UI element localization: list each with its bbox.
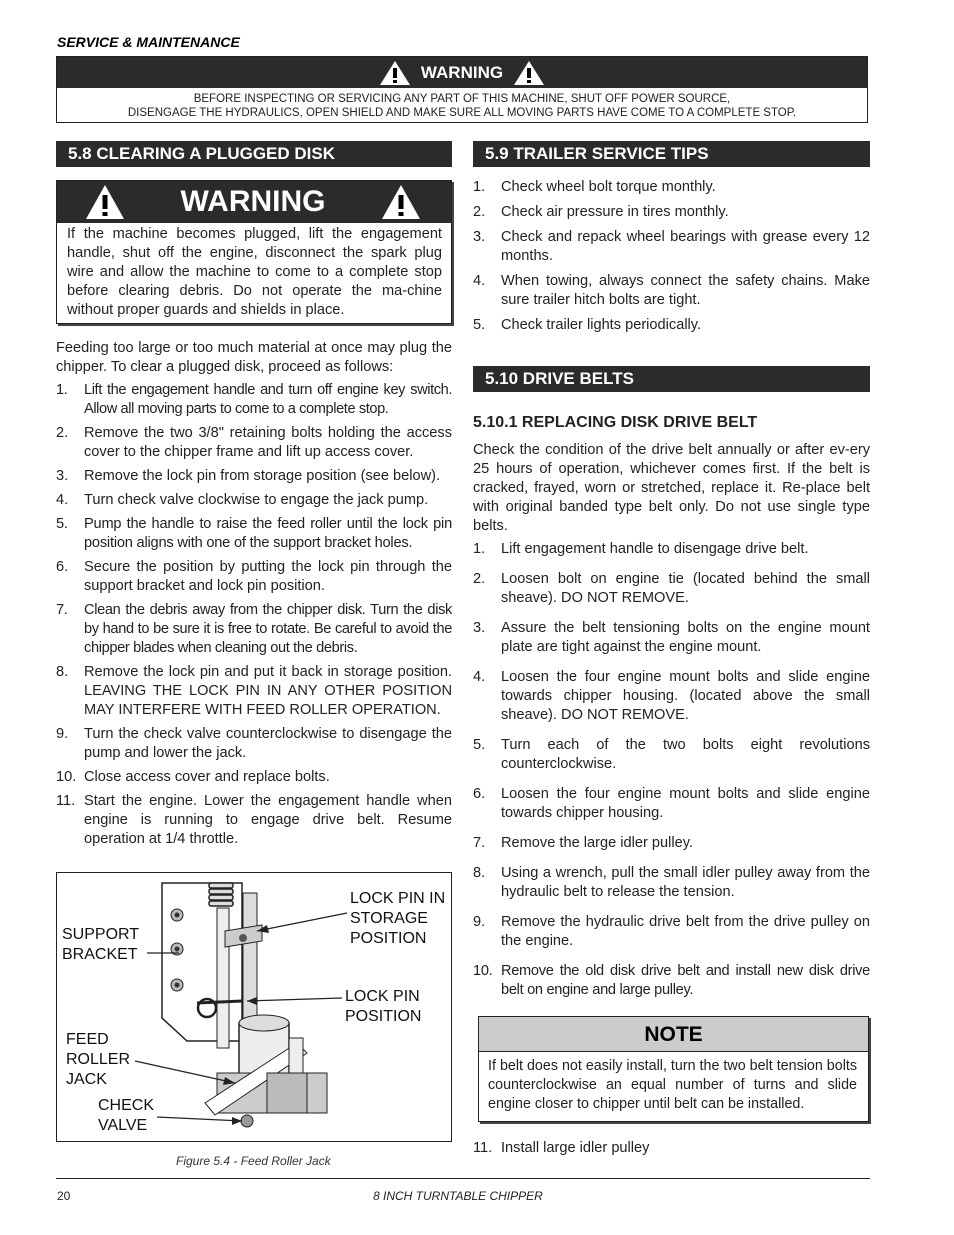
- lock-pin-position-label: LOCK PIN POSITION: [345, 988, 422, 1025]
- list-item: 11. Start the engine. Lower the engagement handle when engine is running to engage drive belt. Resume operation at 1/4 throttle.: [56, 793, 452, 847]
- list-item: 6. Secure the position by putting the lock pin through the support bracket and lock pin position.: [56, 559, 452, 594]
- top-warning-line: BEFORE INSPECTING OR SERVICING ANY PART OF THIS MACHINE, SHUT OFF POWER SOURCE,: [193, 93, 731, 105]
- note-text: If belt does not easily install, turn the two belt tension bolts counterclockwise an equal number of turns and slide engine closer to chipper until belt can be installed.: [488, 1058, 857, 1112]
- list-item: 3. Check and repack wheel bearings with grease every 12 months.: [473, 229, 870, 264]
- sec510-steps: [473, 540, 870, 1000]
- lock-pin-storage-label: LOCK PIN IN STORAGE POSITION: [350, 890, 446, 947]
- section-5-10-heading: 5.10 DRIVE BELTS: [473, 366, 870, 392]
- sec510-final-step: [473, 1139, 870, 1158]
- list-item: 1. Check wheel bolt torque monthly.: [473, 179, 716, 195]
- list-item: 7. Remove the large idler pulley.: [473, 835, 693, 851]
- list-item: 10. Close access cover and replace bolts.: [56, 769, 330, 785]
- subsection-heading: 5.10.1 REPLACING DISK DRIVE BELT: [473, 414, 758, 431]
- plugged-warning-bar: [57, 181, 451, 223]
- list-item: 2. Remove the two 3/8" retaining bolts holding the access cover to the chipper frame and lift up access cover.: [56, 425, 452, 460]
- list-item: 1. Lift engagement handle to disengage drive belt.: [473, 541, 809, 557]
- list-item: 11. Install large idler pulley: [473, 1140, 650, 1156]
- sec510-intro: Check the condition of the drive belt annually or after ev-ery 25 hours of operation, whichever comes first. If the belt is cracked, frayed, worn or stretched, replace it. Re-place belt with original banded type belt only. Do not use single type belts.: [473, 442, 870, 534]
- plugged-warning-title: WARNING: [180, 185, 326, 218]
- plugged-warning-text: If the machine becomes plugged, lift the engagement handle, shut off the engine, disconnect the spark plug wire and allow the machine to come to a complete stop before clearing debris. Do not operate the ma-chine without proper guards and shields in place.: [67, 226, 442, 318]
- list-item: 2. Loosen bolt on engine tie (located behind the small sheave). DO NOT REMOVE.: [473, 571, 870, 606]
- top-warning-line: DISENGAGE THE HYDRAULICS, OPEN SHIELD AND MAKE SURE ALL MOVING PARTS HAVE COME TO A COMPLETE STOP.: [127, 107, 797, 119]
- check-valve-label: CHECK VALVE: [98, 1097, 155, 1134]
- note-title: NOTE: [479, 1017, 868, 1052]
- list-item: 10. Remove the old disk drive belt and install new disk drive belt on engine and large pulley.: [473, 963, 870, 998]
- warning-triangle-icon: [379, 60, 411, 86]
- footer-title: 8 INCH TURNTABLE CHIPPER: [373, 1189, 543, 1203]
- list-item: 4. When towing, always connect the safety chains. Make sure trailer hitch bolts are tight.: [473, 273, 870, 308]
- list-item: 9. Turn the check valve counterclockwise to disengage the pump and lower the jack.: [56, 726, 452, 761]
- list-item: 5. Check trailer lights periodically.: [473, 317, 702, 333]
- warning-triangle-icon: [381, 184, 421, 220]
- warning-triangle-icon: [513, 60, 545, 86]
- feed-roller-jack-label: FEED ROLLER JACK: [66, 1031, 131, 1088]
- list-item: 4. Loosen the four engine mount bolts and slide engine towards chipper housing. (located above the small sheave). DO NOT REMOVE.: [473, 669, 870, 723]
- top-warning-bar: [57, 57, 867, 88]
- list-item: 8. Remove the lock pin and put it back in storage position. LEAVING THE LOCK PIN IN ANY OTHER POSITION MAY INTERFERE WITH FEED ROLLER OPERATION.: [56, 664, 452, 718]
- page-number: 20: [57, 1189, 71, 1203]
- sec58-intro: Feeding too large or too much material at once may plug the chipper. To clear a plugged disk, proceed as follows:: [56, 340, 452, 375]
- warning-triangle-icon: [85, 184, 125, 220]
- list-item: 3. Remove the lock pin from storage position (see below).: [56, 468, 441, 484]
- footer-divider: [56, 1178, 870, 1179]
- list-item: 8. Using a wrench, pull the small idler pulley away from the hydraulic belt to release the tension.: [473, 865, 870, 900]
- figure-caption: Figure 5.4 - Feed Roller Jack: [176, 1154, 331, 1168]
- top-warning-title: WARNING: [420, 62, 504, 82]
- support-bracket-label: SUPPORT BRACKET: [62, 926, 140, 963]
- note-box: [478, 1016, 869, 1122]
- list-item: 1. Lift the engagement handle and turn off engine key switch. Allow all moving parts to come to a complete stop.: [56, 382, 452, 417]
- list-item: 2. Check air pressure in tires monthly.: [473, 204, 729, 220]
- list-item: 9. Remove the hydraulic drive belt from the drive pulley on the engine.: [473, 914, 870, 949]
- list-item: 3. Assure the belt tensioning bolts on the engine mount plate are tight against the engine mount.: [473, 620, 870, 655]
- sec59-steps: [473, 178, 870, 335]
- list-item: 5. Turn each of the two bolts eight revolutions counterclockwise.: [473, 737, 870, 772]
- top-warning-box: [56, 56, 868, 123]
- feed-roller-jack-figure: [56, 872, 452, 1142]
- list-item: 6. Loosen the four engine mount bolts and slide engine towards chipper housing.: [473, 786, 870, 821]
- list-item: 7. Clean the debris away from the chipper disk. Turn the disk by hand to be sure it is free to rotate. Be careful to avoid the chipper blades when cleaning out the debris.: [56, 602, 452, 656]
- top-warning-message: [57, 88, 867, 120]
- section-5-9-heading: 5.9 TRAILER SERVICE TIPS: [473, 141, 870, 167]
- list-item: 4. Turn check valve clockwise to engage the jack pump.: [56, 492, 429, 508]
- section-label: SERVICE & MAINTENANCE: [57, 34, 240, 50]
- sec58-steps: [56, 381, 452, 849]
- list-item: 5. Pump the handle to raise the feed roller until the lock pin position aligns with one of the support bracket holes.: [56, 516, 452, 551]
- section-5-8-heading: 5.8 CLEARING A PLUGGED DISK: [56, 141, 452, 167]
- plugged-disk-warning: [56, 180, 452, 324]
